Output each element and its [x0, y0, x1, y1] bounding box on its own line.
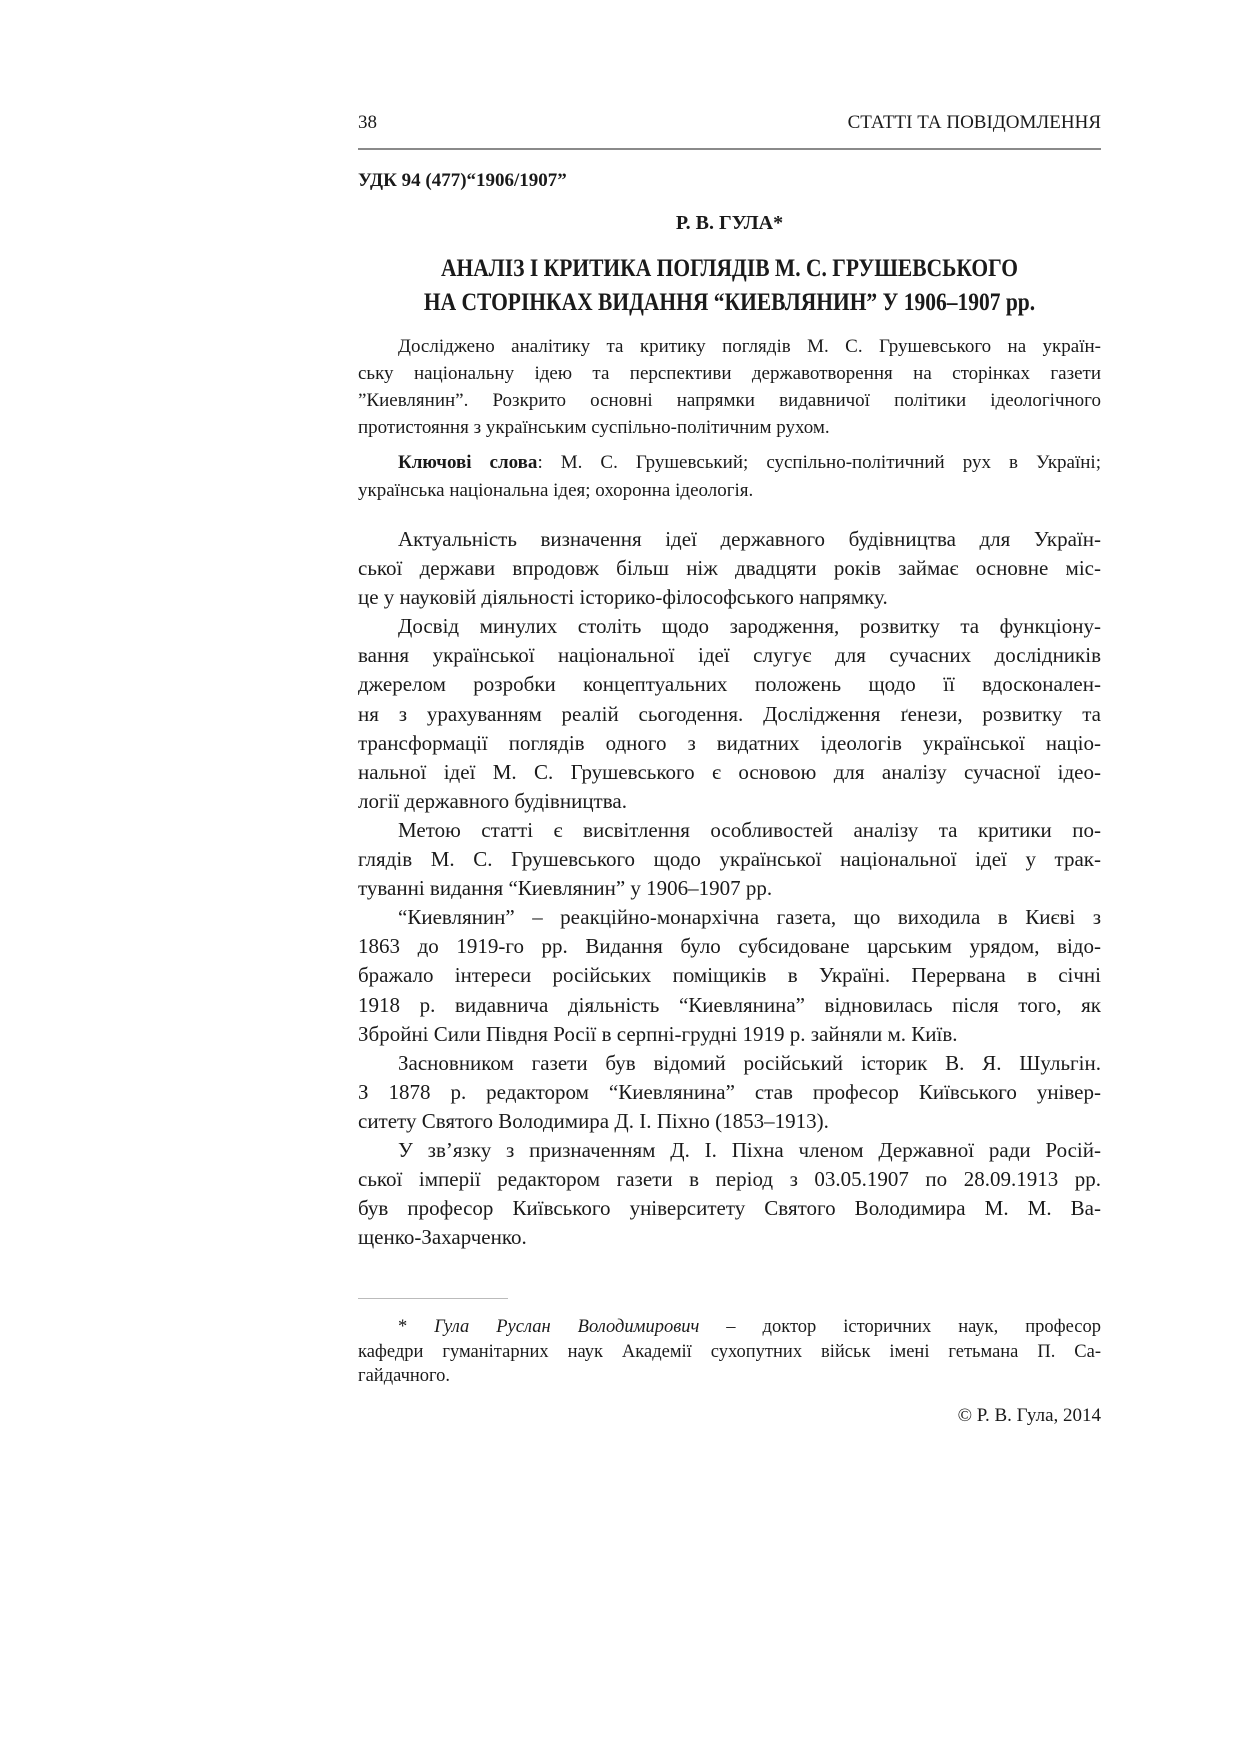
paragraph-line: трансформації поглядів одного з видатних ідеологів української націо-	[358, 730, 1101, 755]
paragraph-line: щенко-Захарченко.	[358, 1225, 527, 1250]
paragraph	[358, 903, 1101, 1048]
paragraph	[358, 1049, 1101, 1136]
paragraph-line: З 1878 р. редактором “Киевлянина” став професор Київського універ-	[358, 1079, 1101, 1104]
footnote	[358, 1315, 1101, 1389]
footnote-line: кафедри гуманітарних наук Академії сухопутних військ імені гетьмана П. Са-	[358, 1341, 1101, 1362]
page-number: 38	[358, 112, 377, 133]
paragraph-line: джерелом розробки концептуальних положень щодо її вдосконален-	[358, 672, 1101, 697]
paragraph	[358, 525, 1101, 612]
abstract-line: протистояння з українським суспільно-політичним рухом.	[358, 417, 830, 438]
paragraph-line: ситету Святого Володимира Д. І. Піхно (1853–1913).	[358, 1108, 829, 1133]
paragraph-line: це у науковій діяльності історико-філософського напрямку.	[358, 585, 888, 610]
paragraph-line: У зв’язку з призначенням Д. І. Піхна членом Державної ради Росій-	[398, 1137, 1101, 1162]
body-text	[358, 525, 1101, 1252]
keywords-line: українська національна ідея; охоронна ідеологія.	[358, 480, 754, 501]
keywords-text: : М. С. Грушевський; суспільно-політичний рух в Україні;	[537, 452, 1101, 473]
author: Р. В. ГУЛА*	[675, 212, 784, 234]
paragraph-line: нальної ідеї М. С. Грушевського є основою для аналізу сучасної ідео-	[358, 759, 1101, 784]
footnote-text: – доктор історичних наук, професор	[699, 1317, 1101, 1337]
paragraph-line: вання української національної ідеї слугує для сучасних дослідників	[358, 643, 1101, 668]
paragraph	[358, 1136, 1101, 1252]
paragraph	[358, 612, 1101, 816]
paragraph-line: туванні видання “Киевлянин” у 1906–1907 рр.	[358, 876, 773, 901]
keywords-line	[358, 449, 1101, 477]
copyright: © Р. В. Гула, 2014	[957, 1405, 1101, 1426]
footnote-rule	[358, 1298, 508, 1299]
paragraph-line: “Киевлянин” – реакційно-монархічна газета, що виходила в Києві з	[398, 905, 1101, 930]
article-title-line: НА СТОРІНКАХ ВИДАННЯ “КИЕВЛЯНИН” У 1906–1907 рр.	[423, 289, 1036, 316]
keywords-label: Ключові слова	[398, 452, 538, 473]
abstract-line: ”Киевлянин”. Розкрито основні напрямки видавничої політики ідеологічного	[358, 390, 1101, 411]
paragraph-line: Збройні Сили Півдня Росії в серпні-грудні 1919 р. зайняли м. Київ.	[358, 1021, 958, 1046]
paragraph-line: ської імперії редактором газети в період з 03.05.1907 по 28.09.1913 рр.	[358, 1167, 1101, 1192]
udk-code: УДК 94 (477)“1906/1907”	[358, 170, 567, 191]
abstract-line: Досліджено аналітику та критику поглядів М. С. Грушевського на україн-	[398, 336, 1101, 357]
paragraph-line: 1918 р. видавнича діяльність “Киевлянина” відновилась після того, як	[358, 992, 1101, 1017]
footnote-author-name: Гула Руслан Володимирович	[434, 1317, 700, 1337]
paragraph-line: Актуальність визначення ідеї державного будівництва для Україн-	[398, 527, 1101, 551]
paragraph-line: був професор Київського університету Святого Володимира М. М. Ва-	[358, 1196, 1101, 1221]
keywords	[358, 449, 1101, 505]
footnote-line: гайдачного.	[358, 1366, 451, 1386]
paragraph-line: бражало інтереси російських поміщиків в Україні. Перервана в січні	[358, 963, 1101, 988]
footnote-line	[358, 1315, 1101, 1340]
running-head: СТАТТІ ТА ПОВІДОМЛЕННЯ	[847, 112, 1101, 133]
header-rule	[358, 148, 1101, 150]
paragraph-line: ня з урахуванням реалій сьогодення. Дослідження ґенези, розвитку та	[358, 701, 1101, 726]
abstract	[358, 333, 1101, 441]
footnote-marker: *	[398, 1317, 435, 1337]
paragraph-line: глядів М. С. Грушевського щодо української національної ідеї у трак-	[358, 847, 1101, 872]
paragraph-line: 1863 до 1919-го рр. Видання було субсидоване царським урядом, відо-	[358, 934, 1101, 959]
abstract-line: ську національну ідею та перспективи державотворення на сторінках газети	[358, 363, 1101, 384]
article-title-line: АНАЛІЗ І КРИТИКА ПОГЛЯДІВ М. С. ГРУШЕВСЬКОГО	[440, 255, 1018, 282]
paragraph-line: Досвід минулих століть щодо зародження, розвитку та функціону-	[398, 614, 1101, 639]
paragraph	[358, 816, 1101, 903]
paragraph-line: логії державного будівництва.	[358, 788, 627, 813]
paragraph-line: ської держави впродовж більш ніж двадцяти років займає основне міс-	[358, 556, 1101, 581]
paragraph-line: Метою статті є висвітлення особливостей аналізу та критики по-	[398, 817, 1101, 842]
paragraph-line: Засновником газети був відомий російський історик В. Я. Шульгін.	[398, 1050, 1101, 1075]
